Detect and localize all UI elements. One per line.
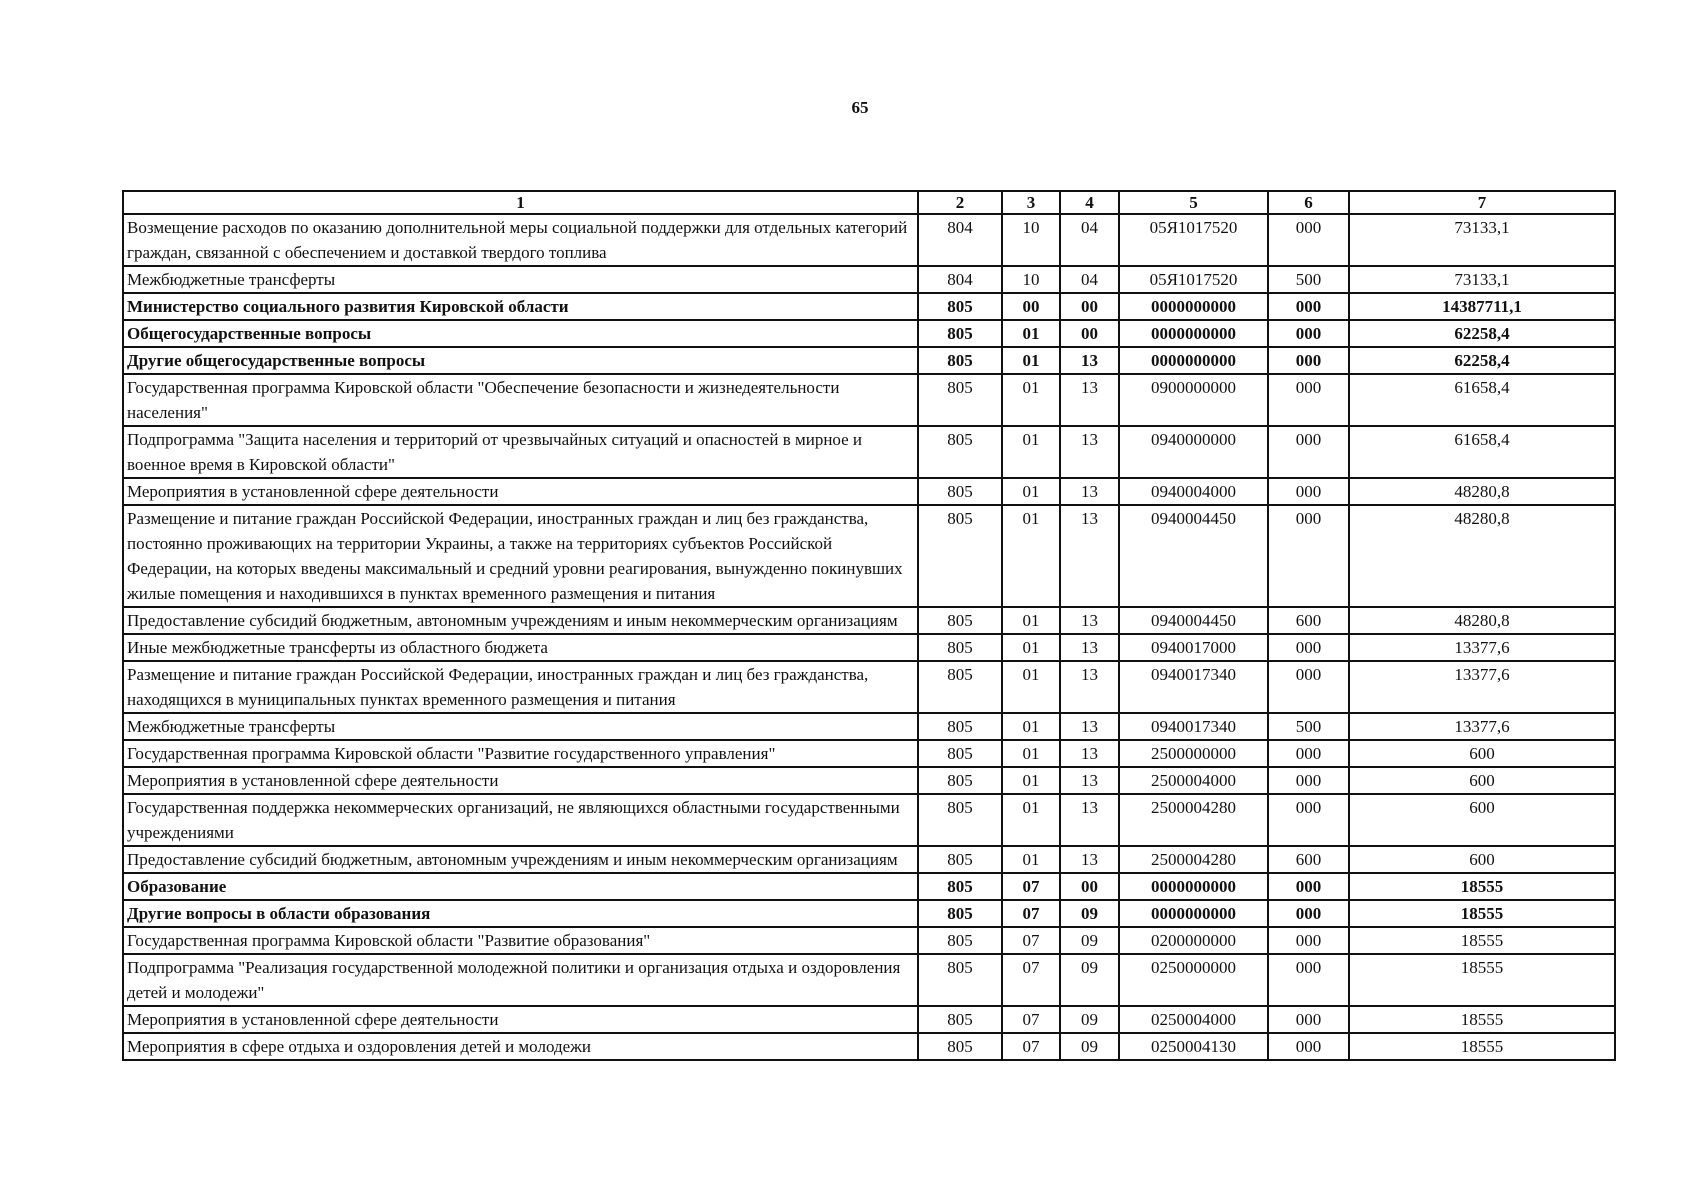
row-col4-cell: 13 [1060, 846, 1119, 873]
row-col3-cell: 01 [1002, 347, 1060, 374]
row-col6-cell: 000 [1268, 927, 1349, 954]
table-row [123, 320, 1615, 347]
row-description-cell: Мероприятия в установленной сфере деятельности [123, 1006, 918, 1033]
row-col4-cell: 13 [1060, 767, 1119, 794]
row-col5-cell: 0940004450 [1119, 607, 1268, 634]
row-col2-cell: 805 [918, 607, 1002, 634]
row-description-cell: Мероприятия в установленной сфере деятельности [123, 767, 918, 794]
row-amount-cell: 13377,6 [1349, 661, 1615, 713]
row-col4-cell: 00 [1060, 293, 1119, 320]
row-col6-cell: 000 [1268, 634, 1349, 661]
row-description-cell: Государственная программа Кировской области "Развитие образования" [123, 927, 918, 954]
row-amount-cell: 62258,4 [1349, 320, 1615, 347]
row-col3-cell: 07 [1002, 873, 1060, 900]
table-header-row [123, 191, 1615, 214]
row-col4-cell: 09 [1060, 954, 1119, 1006]
row-col6-cell: 000 [1268, 1006, 1349, 1033]
row-description-cell: Государственная программа Кировской области "Обеспечение безопасности и жизнедеятельности населения" [123, 374, 918, 426]
row-description-cell: Размещение и питание граждан Российской Федерации, иностранных граждан и лиц без гражданства, находящихся в муниципальных пунктах временного размещения и питания [123, 661, 918, 713]
row-col6-cell: 000 [1268, 320, 1349, 347]
row-col4-cell: 04 [1060, 266, 1119, 293]
row-col5-cell: 0940017340 [1119, 713, 1268, 740]
row-col2-cell: 805 [918, 374, 1002, 426]
column-header-4: 4 [1060, 191, 1119, 214]
row-col2-cell: 805 [918, 634, 1002, 661]
row-col5-cell: 0940000000 [1119, 426, 1268, 478]
row-col3-cell: 01 [1002, 320, 1060, 347]
row-col6-cell: 000 [1268, 505, 1349, 607]
row-col5-cell: 0000000000 [1119, 320, 1268, 347]
row-col2-cell: 805 [918, 320, 1002, 347]
row-col5-cell: 0000000000 [1119, 347, 1268, 374]
table-row [123, 266, 1615, 293]
row-amount-cell: 600 [1349, 767, 1615, 794]
row-col2-cell: 805 [918, 873, 1002, 900]
row-col6-cell: 000 [1268, 740, 1349, 767]
row-col5-cell: 2500004280 [1119, 794, 1268, 846]
row-amount-cell: 13377,6 [1349, 634, 1615, 661]
row-col3-cell: 07 [1002, 900, 1060, 927]
row-col2-cell: 805 [918, 954, 1002, 1006]
table-row [123, 767, 1615, 794]
row-col4-cell: 13 [1060, 607, 1119, 634]
table-row [123, 661, 1615, 713]
row-col2-cell: 805 [918, 794, 1002, 846]
row-col3-cell: 01 [1002, 846, 1060, 873]
row-col6-cell: 000 [1268, 214, 1349, 266]
row-col2-cell: 805 [918, 1006, 1002, 1033]
row-description-cell: Межбюджетные трансферты [123, 266, 918, 293]
row-col6-cell: 000 [1268, 873, 1349, 900]
table-row [123, 634, 1615, 661]
row-description-cell: Образование [123, 873, 918, 900]
row-col5-cell: 05Я1017520 [1119, 214, 1268, 266]
row-description-cell: Другие общегосударственные вопросы [123, 347, 918, 374]
row-col6-cell: 600 [1268, 846, 1349, 873]
row-col5-cell: 2500004280 [1119, 846, 1268, 873]
table-row [123, 374, 1615, 426]
row-description-cell: Министерство социального развития Кировской области [123, 293, 918, 320]
row-col3-cell: 01 [1002, 607, 1060, 634]
row-col4-cell: 13 [1060, 374, 1119, 426]
table-row [123, 478, 1615, 505]
row-col6-cell: 000 [1268, 426, 1349, 478]
table-row [123, 426, 1615, 478]
row-col2-cell: 804 [918, 214, 1002, 266]
row-col5-cell: 0200000000 [1119, 927, 1268, 954]
table-row [123, 740, 1615, 767]
row-col5-cell: 0940004450 [1119, 505, 1268, 607]
row-col6-cell: 000 [1268, 478, 1349, 505]
row-col6-cell: 500 [1268, 713, 1349, 740]
row-col2-cell: 805 [918, 478, 1002, 505]
row-col4-cell: 13 [1060, 505, 1119, 607]
row-col5-cell: 0900000000 [1119, 374, 1268, 426]
row-col5-cell: 0940004000 [1119, 478, 1268, 505]
row-col2-cell: 805 [918, 1033, 1002, 1060]
row-col6-cell: 000 [1268, 954, 1349, 1006]
row-description-cell: Общегосударственные вопросы [123, 320, 918, 347]
row-amount-cell: 61658,4 [1349, 374, 1615, 426]
row-col5-cell: 0000000000 [1119, 293, 1268, 320]
row-col4-cell: 09 [1060, 1006, 1119, 1033]
column-header-5: 5 [1119, 191, 1268, 214]
row-col6-cell: 000 [1268, 900, 1349, 927]
row-col5-cell: 05Я1017520 [1119, 266, 1268, 293]
row-description-cell: Предоставление субсидий бюджетным, автономным учреждениям и иным некоммерческим организациям [123, 846, 918, 873]
column-header-2: 2 [918, 191, 1002, 214]
row-description-cell: Другие вопросы в области образования [123, 900, 918, 927]
row-col3-cell: 01 [1002, 505, 1060, 607]
table-row [123, 347, 1615, 374]
row-description-cell: Размещение и питание граждан Российской Федерации, иностранных граждан и лиц без гражданства, постоянно проживающих на территории Украины, а также на территориях субъектов Российской Федерации, на которых введены максимальный и средний уровни реагирования, вынужденно покинувших жилые помещения и находившихся в пунктах временного размещения и питания [123, 505, 918, 607]
row-col6-cell: 500 [1268, 266, 1349, 293]
row-amount-cell: 18555 [1349, 954, 1615, 1006]
row-amount-cell: 18555 [1349, 1006, 1615, 1033]
row-col5-cell: 0940017000 [1119, 634, 1268, 661]
row-col4-cell: 13 [1060, 426, 1119, 478]
row-amount-cell: 18555 [1349, 873, 1615, 900]
row-col6-cell: 000 [1268, 767, 1349, 794]
row-description-cell: Подпрограмма "Защита населения и территорий от чрезвычайных ситуаций и опасностей в мирное и военное время в Кировской области" [123, 426, 918, 478]
row-col3-cell: 07 [1002, 1033, 1060, 1060]
row-col3-cell: 00 [1002, 293, 1060, 320]
row-col3-cell: 01 [1002, 713, 1060, 740]
row-amount-cell: 600 [1349, 794, 1615, 846]
row-amount-cell: 48280,8 [1349, 607, 1615, 634]
row-description-cell: Межбюджетные трансферты [123, 713, 918, 740]
table-row [123, 505, 1615, 607]
row-col3-cell: 01 [1002, 767, 1060, 794]
row-col6-cell: 000 [1268, 293, 1349, 320]
row-col4-cell: 00 [1060, 873, 1119, 900]
row-col2-cell: 805 [918, 767, 1002, 794]
row-col5-cell: 0000000000 [1119, 873, 1268, 900]
row-amount-cell: 600 [1349, 846, 1615, 873]
row-col2-cell: 805 [918, 713, 1002, 740]
row-col2-cell: 805 [918, 900, 1002, 927]
row-col3-cell: 07 [1002, 954, 1060, 1006]
row-col5-cell: 0000000000 [1119, 900, 1268, 927]
row-col5-cell: 0250000000 [1119, 954, 1268, 1006]
row-col6-cell: 000 [1268, 661, 1349, 713]
row-description-cell: Государственная поддержка некоммерческих организаций, не являющихся областными государственными учреждениями [123, 794, 918, 846]
row-col4-cell: 09 [1060, 1033, 1119, 1060]
table-row [123, 954, 1615, 1006]
row-col4-cell: 13 [1060, 794, 1119, 846]
row-amount-cell: 61658,4 [1349, 426, 1615, 478]
row-amount-cell: 62258,4 [1349, 347, 1615, 374]
row-col6-cell: 000 [1268, 347, 1349, 374]
row-amount-cell: 73133,1 [1349, 214, 1615, 266]
row-col4-cell: 13 [1060, 661, 1119, 713]
table-row [123, 1033, 1615, 1060]
row-col2-cell: 805 [918, 846, 1002, 873]
row-col6-cell: 000 [1268, 1033, 1349, 1060]
row-amount-cell: 48280,8 [1349, 478, 1615, 505]
table-row [123, 713, 1615, 740]
row-col3-cell: 10 [1002, 214, 1060, 266]
row-col6-cell: 600 [1268, 607, 1349, 634]
row-description-cell: Подпрограмма "Реализация государственной молодежной политики и организация отдыха и оздоровления детей и молодежи" [123, 954, 918, 1006]
table-row [123, 846, 1615, 873]
row-col3-cell: 01 [1002, 794, 1060, 846]
row-description-cell: Предоставление субсидий бюджетным, автономным учреждениям и иным некоммерческим организациям [123, 607, 918, 634]
row-col2-cell: 805 [918, 927, 1002, 954]
row-col4-cell: 13 [1060, 478, 1119, 505]
row-amount-cell: 18555 [1349, 900, 1615, 927]
row-col2-cell: 804 [918, 266, 1002, 293]
row-description-cell: Государственная программа Кировской области "Развитие государственного управления" [123, 740, 918, 767]
row-description-cell: Возмещение расходов по оказанию дополнительной меры социальной поддержки для отдельных категорий граждан, связанной с обеспечением и доставкой твердого топлива [123, 214, 918, 266]
column-header-7: 7 [1349, 191, 1615, 214]
row-col2-cell: 805 [918, 661, 1002, 713]
row-col5-cell: 2500004000 [1119, 767, 1268, 794]
row-col3-cell: 01 [1002, 426, 1060, 478]
row-col2-cell: 805 [918, 505, 1002, 607]
row-col5-cell: 0250004000 [1119, 1006, 1268, 1033]
row-col4-cell: 09 [1060, 927, 1119, 954]
row-col4-cell: 00 [1060, 320, 1119, 347]
row-col4-cell: 04 [1060, 214, 1119, 266]
column-header-3: 3 [1002, 191, 1060, 214]
table-row [123, 1006, 1615, 1033]
row-col3-cell: 01 [1002, 374, 1060, 426]
row-col5-cell: 0250004130 [1119, 1033, 1268, 1060]
row-col6-cell: 000 [1268, 374, 1349, 426]
budget-table [122, 190, 1616, 1061]
row-col4-cell: 13 [1060, 713, 1119, 740]
page-number: 65 [851, 98, 869, 117]
row-amount-cell: 73133,1 [1349, 266, 1615, 293]
row-col3-cell: 01 [1002, 661, 1060, 713]
row-amount-cell: 600 [1349, 740, 1615, 767]
table-row [123, 293, 1615, 320]
row-col4-cell: 13 [1060, 634, 1119, 661]
row-col6-cell: 000 [1268, 794, 1349, 846]
row-col4-cell: 13 [1060, 740, 1119, 767]
row-col3-cell: 10 [1002, 266, 1060, 293]
table-row [123, 927, 1615, 954]
row-col2-cell: 805 [918, 740, 1002, 767]
row-amount-cell: 13377,6 [1349, 713, 1615, 740]
row-amount-cell: 14387711,1 [1349, 293, 1615, 320]
row-col3-cell: 07 [1002, 1006, 1060, 1033]
row-col5-cell: 0940017340 [1119, 661, 1268, 713]
table-row [123, 900, 1615, 927]
row-col5-cell: 2500000000 [1119, 740, 1268, 767]
row-col3-cell: 01 [1002, 478, 1060, 505]
table-row [123, 214, 1615, 266]
row-col2-cell: 805 [918, 293, 1002, 320]
column-header-1: 1 [123, 191, 918, 214]
row-col2-cell: 805 [918, 347, 1002, 374]
row-description-cell: Иные межбюджетные трансферты из областного бюджета [123, 634, 918, 661]
row-col3-cell: 01 [1002, 740, 1060, 767]
row-amount-cell: 48280,8 [1349, 505, 1615, 607]
table-row [123, 873, 1615, 900]
row-col2-cell: 805 [918, 426, 1002, 478]
row-col4-cell: 13 [1060, 347, 1119, 374]
table-row [123, 794, 1615, 846]
column-header-6: 6 [1268, 191, 1349, 214]
row-amount-cell: 18555 [1349, 927, 1615, 954]
row-col3-cell: 01 [1002, 634, 1060, 661]
row-col4-cell: 09 [1060, 900, 1119, 927]
row-description-cell: Мероприятия в установленной сфере деятельности [123, 478, 918, 505]
row-col3-cell: 07 [1002, 927, 1060, 954]
row-description-cell: Мероприятия в сфере отдыха и оздоровления детей и молодежи [123, 1033, 918, 1060]
row-amount-cell: 18555 [1349, 1033, 1615, 1060]
table-row [123, 607, 1615, 634]
